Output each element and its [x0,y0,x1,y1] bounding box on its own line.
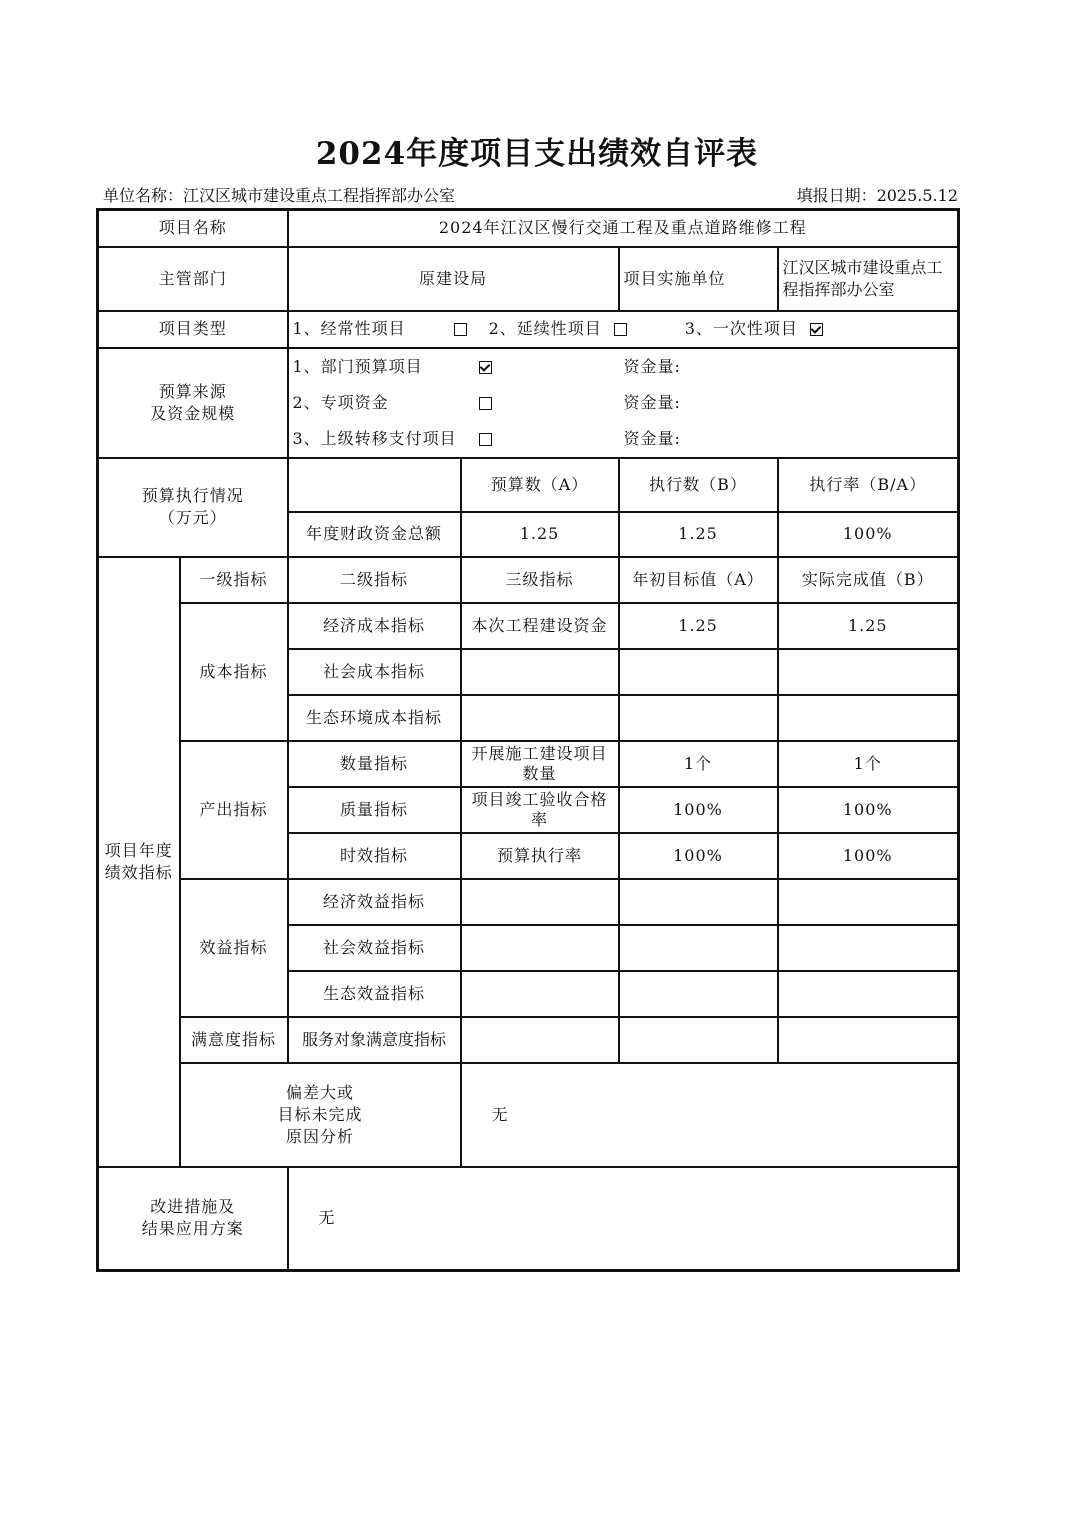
row-department [98,247,959,311]
row-indicator-header [98,557,959,603]
level2-cell: 生态效益指标 [288,971,461,1017]
option-recurring [293,318,483,340]
checkbox-icon[interactable] [479,397,492,410]
source-item: 3、上级转移支付项目 资金量: [292,428,681,448]
level2-cell: 社会成本指标 [288,649,461,695]
target-cell [619,695,778,741]
page-title: 2024年度项目支出绩效自评表 [315,136,759,172]
impl-unit-label: 项目实施单位 [619,247,778,311]
row-project-type [98,311,959,348]
unit-name: 单位名称：江汉区城市建设重点工程指挥部办公室 [103,186,456,205]
budget-exec-header-a: 预算数（A） [461,458,619,512]
level3-cell: 预算执行率 [461,833,619,879]
department-value: 原建设局 [288,247,619,311]
actual-cell [778,649,959,695]
level3-cell [461,925,619,971]
header-actual: 实际完成值（B） [778,557,959,603]
target-cell [619,879,778,925]
target-cell: 100% [619,833,778,879]
header-level1: 一级指标 [180,557,288,603]
level2-cell: 社会效益指标 [288,925,461,971]
target-cell: 1.25 [619,603,778,649]
level3-cell [461,879,619,925]
source-item: 2、专项资金 资金量: [292,392,681,412]
option-one-time-label: 3、一次性项目 [684,319,798,338]
target-cell: 1个 [619,741,778,787]
satisfaction-indicator-label: 满意度指标 [180,1017,288,1063]
table-row [98,879,959,925]
level2-cell: 时效指标 [288,833,461,879]
evaluation-table [96,208,960,1272]
target-cell [619,925,778,971]
actual-cell [778,971,959,1017]
target-cell [619,1017,778,1063]
level3-cell [461,695,619,741]
deviation-label: 偏差大或 目标未完成 原因分析 [180,1063,461,1167]
improvement-label: 改进措施及 结果应用方案 [98,1167,288,1271]
level3-cell [461,1017,619,1063]
actual-cell: 1.25 [778,603,959,649]
actual-cell: 1个 [778,741,959,787]
actual-cell: 100% [778,833,959,879]
budget-source-label: 预算来源 及资金规模 [98,348,288,458]
budget-exec-blank [288,458,461,512]
checkbox-icon[interactable] [614,323,627,336]
row-deviation [98,1063,959,1167]
option-one-time [685,318,823,340]
option-recurring-label: 1、经常性项目 [292,319,406,338]
row-budget-source [98,348,959,458]
project-name-label: 项目名称 [98,210,288,247]
actual-cell [778,1017,959,1063]
table-row [98,603,959,649]
cost-indicator-label: 成本指标 [180,603,288,741]
budget-exec-header-rate: 执行率（B/A） [778,458,959,512]
project-type-options [288,311,959,348]
checkbox-icon[interactable] [454,323,467,336]
budget-exec-value-rate: 100% [778,512,959,557]
target-cell [619,649,778,695]
header-target: 年初目标值（A） [619,557,778,603]
fill-date: 填报日期：2025.5.12 [796,186,958,205]
checkbox-checked-icon[interactable] [479,361,492,374]
row-budget-exec-header [98,458,959,512]
level2-cell: 数量指标 [288,741,461,787]
budget-exec-value-b: 1.25 [619,512,778,557]
level3-cell: 开展施工建设项目数量 [461,741,619,787]
level2-cell: 经济效益指标 [288,879,461,925]
option-continuing-label: 2、延续性项目 [488,319,602,338]
level3-cell [461,971,619,1017]
level3-cell: 项目竣工验收合格率 [461,787,619,833]
source-item: 1、部门预算项目 资金量: [292,356,681,376]
benefit-indicator-label: 效益指标 [180,879,288,1017]
project-type-label: 项目类型 [98,311,288,348]
checkbox-icon[interactable] [479,433,492,446]
budget-exec-row-label: 年度财政资金总额 [288,512,461,557]
level2-cell: 经济成本指标 [288,603,461,649]
actual-cell: 100% [778,787,959,833]
option-continuing [489,318,679,340]
row-improvement [98,1167,959,1271]
checkbox-checked-icon[interactable] [810,323,823,336]
row-project-name [98,210,959,247]
actual-cell [778,695,959,741]
target-cell: 100% [619,787,778,833]
project-name-value: 2024年江汉区慢行交通工程及重点道路维修工程 [288,210,959,247]
table-row [98,741,959,787]
budget-source-items [288,348,959,458]
table-row [98,1017,959,1063]
deviation-value: 无 [461,1063,959,1167]
output-indicator-label: 产出指标 [180,741,288,879]
level3-cell: 本次工程建设资金 [461,603,619,649]
level2-cell: 生态环境成本指标 [288,695,461,741]
level2-cell: 质量指标 [288,787,461,833]
level3-cell [461,649,619,695]
actual-cell [778,879,959,925]
budget-exec-header-b: 执行数（B） [619,458,778,512]
impl-unit-value: 江汉区城市建设重点工程指挥部办公室 [778,247,959,311]
department-label: 主管部门 [98,247,288,311]
level2-cell: 服务对象满意度指标 [288,1017,461,1063]
budget-exec-label: 预算执行情况 （万元） [98,458,288,557]
target-cell [619,971,778,1017]
actual-cell [778,925,959,971]
budget-exec-value-a: 1.25 [461,512,619,557]
indicator-group-label: 项目年度 绩效指标 [98,557,180,1167]
header-level2: 二级指标 [288,557,461,603]
header-level3: 三级指标 [461,557,619,603]
improvement-value: 无 [288,1167,959,1271]
